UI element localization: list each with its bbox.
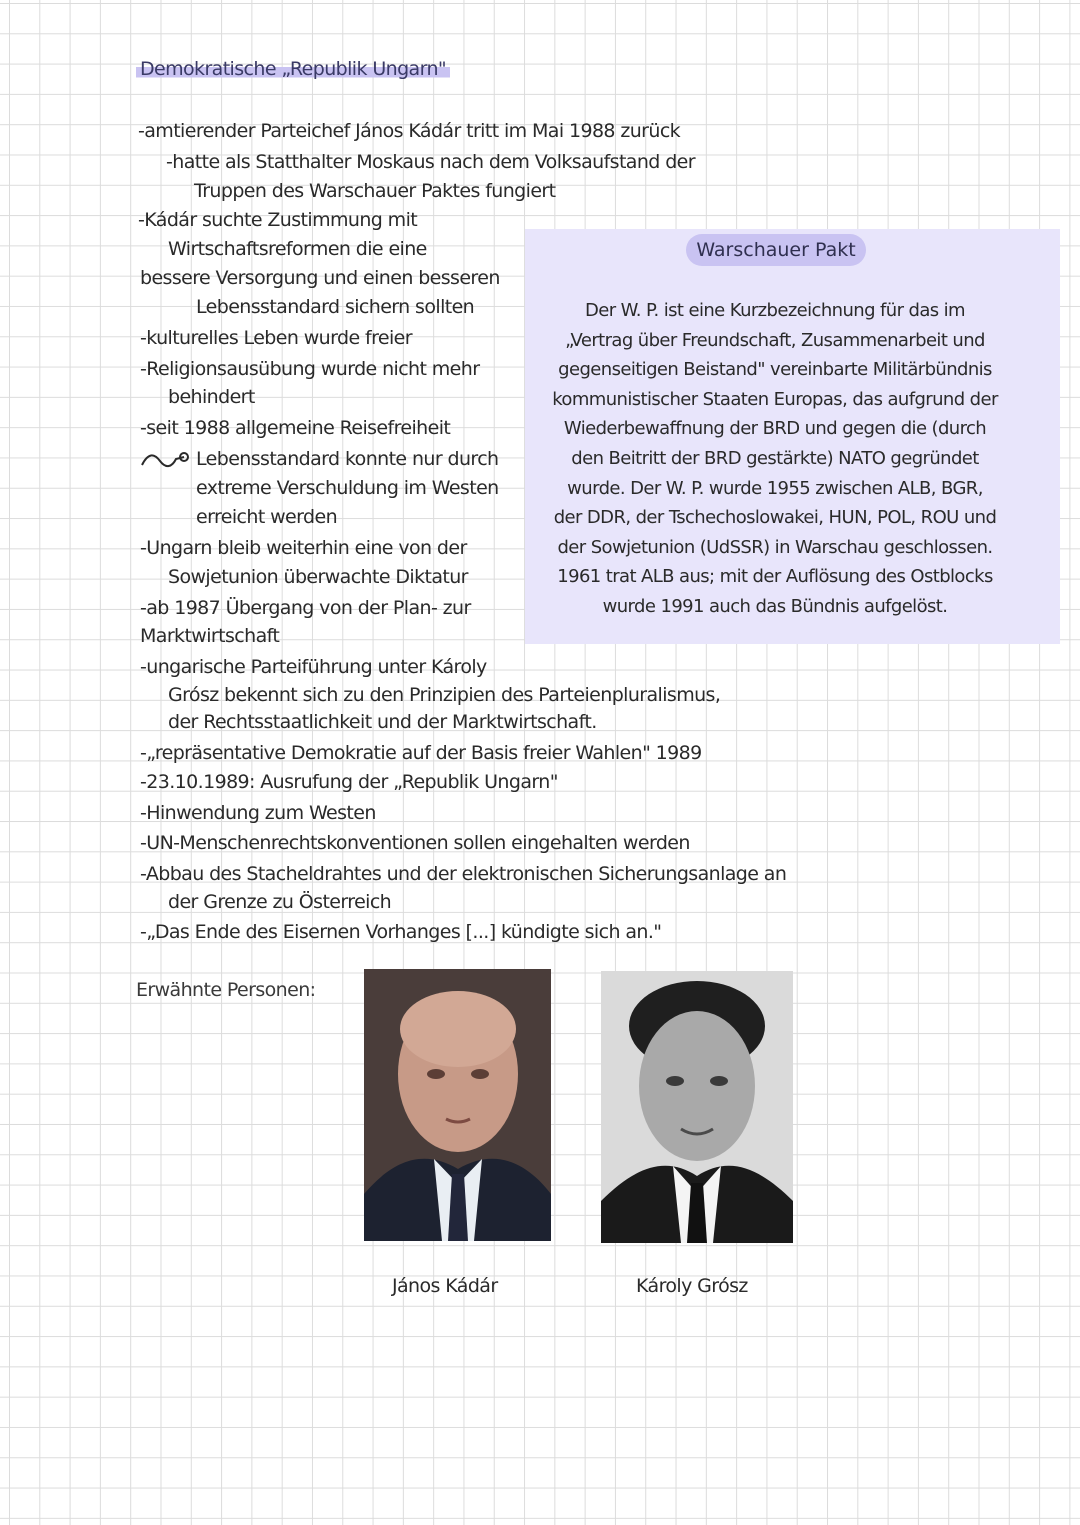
note-line: -„Das Ende des Eisernen Vorhanges [...] kündigte sich an.": [140, 921, 662, 943]
info-box-title: Warschauer Pakt: [686, 234, 866, 266]
note-line: -Religionsausübung wurde nicht mehr: [140, 358, 480, 380]
note-line: behindert: [168, 386, 255, 408]
portrait-karoly-grosz: [601, 971, 793, 1243]
info-line: den Beitritt der BRD gestärkte) NATO gegründet: [571, 447, 979, 469]
note-line: -Kádár suchte Zustimmung mit: [138, 209, 418, 231]
info-line: 1961 trat ALB aus; mit der Auflösung des Ostblocks: [557, 566, 993, 588]
note-line: Sowjetunion überwachte Diktatur: [168, 566, 468, 588]
info-line: „Vertrag über Freundschaft, Zusammenarbeit und: [565, 329, 985, 351]
note-line: Truppen des Warschauer Paktes fungiert: [194, 180, 556, 202]
note-line: Wirtschaftsreformen die eine: [168, 238, 427, 260]
note-line: -Ungarn bleib weiterhin eine von der: [140, 537, 467, 559]
note-line: Marktwirtschaft: [140, 625, 280, 647]
info-line: Wiederbewaffnung der BRD und gegen die (durch: [563, 418, 987, 440]
note-line: Grósz bekennt sich zu den Prinzipien des Parteienpluralismus,: [168, 684, 721, 706]
note-line: extreme Verschuldung im Westen: [196, 477, 499, 499]
note-line: -UN-Menschenrechtskonventionen sollen eingehalten werden: [140, 832, 690, 854]
note-line: -Hinwendung zum Westen: [140, 802, 376, 824]
portrait-janos-kadar-image: [364, 969, 551, 1241]
info-box-text: [535, 296, 1015, 622]
caption-janos-kadar: János Kádár: [392, 1275, 498, 1297]
note-line: der Rechtsstaatlichkeit und der Marktwirtschaft.: [168, 711, 597, 733]
note-line: der Grenze zu Österreich: [168, 891, 392, 913]
portrait-janos-kadar: [364, 969, 551, 1241]
note-line: -kulturelles Leben wurde freier: [140, 327, 412, 349]
info-line: wurde. Der W. P. wurde 1955 zwischen ALB, BGR,: [567, 477, 983, 499]
note-line: -hatte als Statthalter Moskaus nach dem Volksaufstand der: [166, 151, 695, 173]
persons-label: Erwähnte Personen:: [136, 979, 316, 1001]
note-line: -Abbau des Stacheldrahtes und der elektronischen Sicherungsanlage an: [140, 863, 787, 885]
info-line: der DDR, der Tschechoslowakei, HUN, POL, ROU und: [553, 507, 997, 529]
page-title: Demokratische „Republik Ungarn": [136, 58, 450, 80]
info-line: Der W. P. ist eine Kurzbezeichnung für das im: [585, 300, 965, 321]
note-line: Lebensstandard konnte nur durch: [196, 448, 499, 470]
note-line: -amtierender Parteichef János Kádár tritt im Mai 1988 zurück: [138, 120, 681, 142]
note-line: Lebensstandard sichern sollten: [196, 296, 475, 318]
note-line: -„repräsentative Demokratie auf der Basis freier Wahlen" 1989: [140, 742, 702, 764]
note-line: -seit 1988 allgemeine Reisefreiheit: [140, 417, 451, 439]
info-line: kommunistischer Staaten Europas, das aufgrund der: [552, 388, 998, 410]
note-line: bessere Versorgung und einen besseren: [140, 267, 500, 289]
info-line: wurde 1991 auch das Bündnis aufgelöst.: [602, 595, 948, 617]
note-line: erreicht werden: [196, 506, 338, 528]
note-line: -ungarische Parteiführung unter Károly: [140, 656, 487, 678]
note-line: -23.10.1989: Ausrufung der „Republik Ungarn": [140, 771, 558, 793]
consequence-arrow-icon: [140, 449, 192, 471]
portrait-karoly-grosz-image: [601, 971, 793, 1243]
note-line: -ab 1987 Übergang von der Plan- zur: [140, 597, 471, 619]
caption-karoly-grosz: Károly Grósz: [636, 1275, 748, 1297]
info-line: gegenseitigen Beistand" vereinbarte Militärbündnis: [558, 359, 992, 381]
info-line: der Sowjetunion (UdSSR) in Warschau geschlossen.: [557, 536, 993, 558]
